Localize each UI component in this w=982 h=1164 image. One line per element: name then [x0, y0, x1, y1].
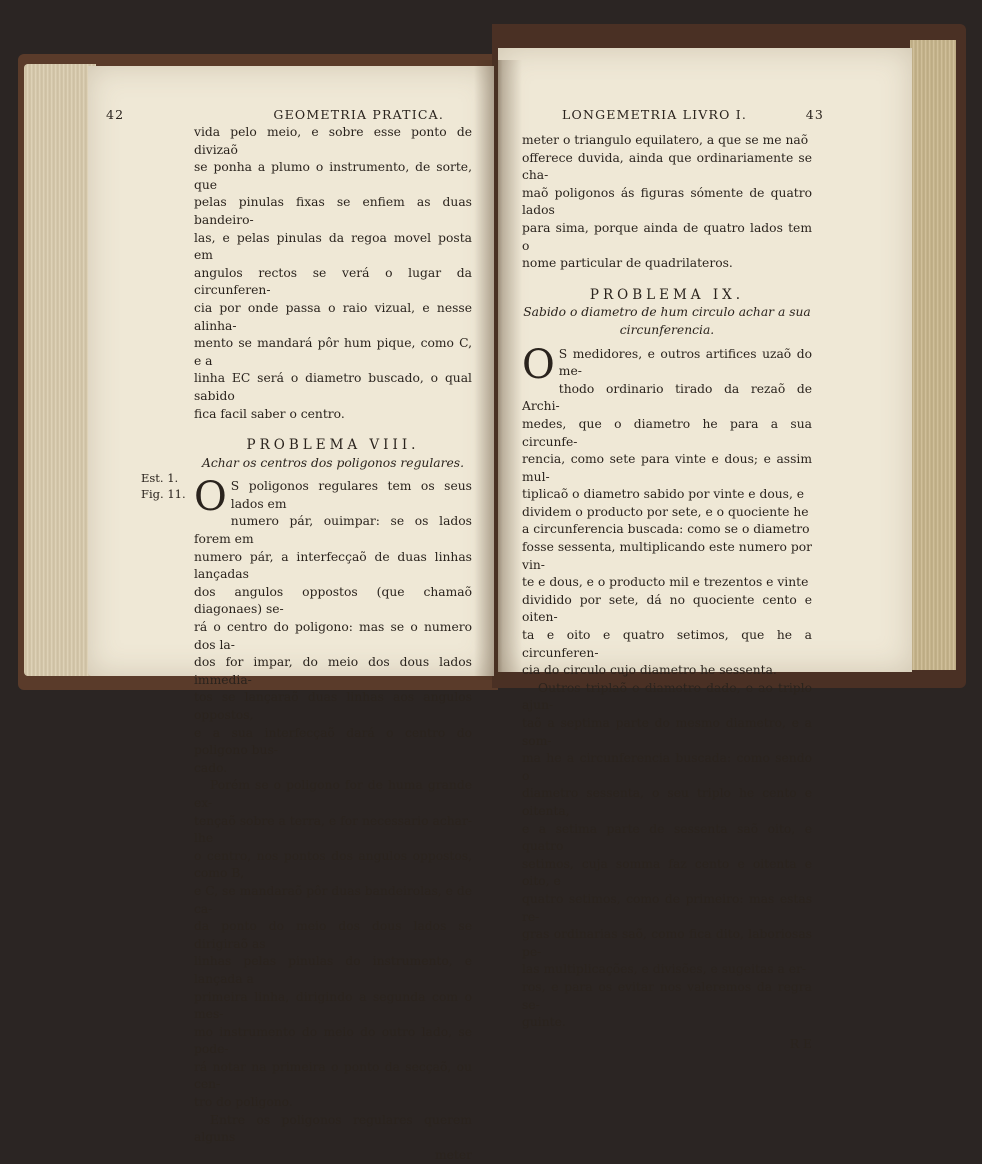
text-line: las, e pelas pinulas da regoa movel posta em	[194, 230, 472, 263]
text-line: setimos, cuja somma faz cento e oitenta e oito, e	[522, 856, 812, 889]
text-line: linha EC será o diametro buscado, o qual sabido	[194, 371, 472, 403]
text-line: linhas pelas pinulas do instrumento, e lançada a	[194, 954, 472, 986]
text-line: cado.	[194, 760, 228, 775]
text-line: rá notar na primeira o ponto da secçaõ, ou cen-	[194, 1059, 472, 1092]
catchword: meter	[434, 1147, 472, 1162]
text-line: para sima, porque ainda de quatro lados tem o	[522, 220, 812, 253]
text-line: ma he a circunferencia buscada: como sendo o	[522, 751, 812, 783]
text-line: quatro setimos, como de primeiro: mas estas re-	[522, 891, 812, 924]
text-line: e a sua interfecçaõ dará o centro do poligono bus-	[194, 725, 472, 758]
text-line: gras ordinarias saõ, como fica dito, laboriosas pe-	[522, 927, 812, 959]
text-line: numero pár, a interfecçaõ de duas linhas lançadas	[194, 549, 472, 582]
text-line: da ponto do meio dos dous lados se dirigiraõ as	[194, 919, 472, 951]
text-line: numero pár, ouimpar: se os lados forem em	[194, 514, 472, 547]
text-line: maõ poligonos ás figuras sómente de quatro lados	[522, 185, 812, 218]
left-running-head	[106, 106, 472, 124]
text-line: se ponha a plumo o instrumento, de sorte, que	[194, 160, 472, 192]
text-line: ros, e para os evitar nos valeremos da regra se-	[522, 979, 812, 1012]
text-line: guinte.	[522, 1015, 566, 1030]
book-gutter	[474, 60, 522, 680]
text-line: offerece duvida, ainda que ordinariamente se cha-	[522, 150, 812, 183]
left-running-title: GEOMETRIA PRATICA.	[273, 107, 444, 122]
right-page-text	[522, 107, 824, 1053]
right-running-head	[562, 106, 824, 124]
text-line: pelas pinulas fixas se enfiem as duas bandeiro-	[194, 195, 472, 227]
text-line: S poligonos regulares tem os seus lados em	[230, 479, 472, 511]
text-line: Porém se o poligono for de huma grande ex-	[194, 778, 472, 810]
right-body	[522, 108, 812, 1053]
text-line: e C, se mandaraõ pôr duas bandeirolas, e de ca-	[194, 883, 472, 916]
left-page-text	[106, 106, 472, 1164]
text-line: o centro, nos pontos dos angulos oppostos, como B,	[194, 848, 472, 881]
problem-subtitle: Achar os centros dos poligonos regulares.	[202, 455, 464, 470]
text-line: rá o centro do poligono: mas se o numero dos la-	[194, 620, 472, 652]
left-page-number: 42	[106, 107, 125, 122]
text-line: meter o triangulo equilatero, a que se me naõ	[522, 133, 809, 147]
text-line: diametro sessenta, o seu triplo he cento e oitenta,	[522, 786, 812, 818]
right-page-edges	[910, 40, 956, 670]
text-line: tro do poligono.	[194, 1095, 293, 1110]
text-line: a circunferencia buscada: como se o diametro	[522, 522, 810, 537]
text-line: S medidores, e outros artifices uzaõ do me-	[558, 346, 812, 379]
problem-title: PROBLEMA IX.	[589, 286, 745, 303]
text-line: ta e oito e quatro setimos, que he a circunferen-	[522, 628, 812, 660]
drop-cap: O	[522, 341, 555, 388]
margin-note-plate: Est. 1.	[141, 471, 179, 485]
problem-body	[194, 474, 472, 1164]
catchword: R E	[789, 1036, 812, 1051]
text-line: angulos rectos se verá o lugar da circunferen-	[194, 265, 472, 298]
text-line: mento se mandará pôr hum pique, como C, e a	[194, 336, 472, 368]
text-line: fica facil saber o centro.	[194, 406, 345, 421]
text-line: dos angulos oppostos (que chamaõ diagonaes) se-	[194, 584, 472, 617]
text-line: fosse sessenta, multiplicando este numero por vin-	[522, 540, 812, 572]
margin-note-figure: Fig. 11.	[141, 487, 186, 501]
text-line: rencia, como sete para vinte e dous; e assim mul-	[522, 452, 812, 484]
left-page-edges	[24, 64, 96, 676]
text-line: dividido por sete, dá no quociente cento e oiten-	[522, 592, 812, 625]
text-line: cia do circulo cujo diametro he sessenta.	[522, 663, 777, 678]
text-line: primeira linha, dirigindo a segunda com o mes-	[194, 989, 472, 1022]
left-intro	[194, 124, 472, 1164]
problem-subtitle-line: circunferencia.	[619, 322, 715, 337]
problem-title: PROBLEMA VIII.	[246, 437, 420, 454]
text-line: e a setima parte de sessenta saõ oito, e quatro	[522, 821, 812, 854]
text-line: tençaõ sobre a terra, e for necessario achar-lhe	[194, 813, 472, 846]
text-line: Outros triplaõ o diametro dado, e ao triplo ajun-	[522, 680, 812, 713]
text-line: Entre os poligonos regulares querem alguns	[194, 1112, 472, 1145]
right-running-title: LONGEMETRIA LIVRO I.	[562, 107, 748, 122]
text-line: thodo ordinario tirado da rezaõ de Archi-	[522, 381, 812, 414]
text-line: medes, que o diametro he para a sua circunfe-	[522, 416, 812, 449]
text-line: taõ a septima parte do mesmo diametro, e a som-	[522, 716, 812, 748]
text-line: dividem o producto por sete, e o quociente he	[522, 504, 809, 519]
drop-cap: O	[194, 474, 227, 521]
text-line: te e dous, e o producto mil e trezentos e vinte	[522, 575, 809, 590]
text-line: vida pelo meio, e sobre esse ponto de divizaõ	[194, 125, 472, 157]
text-line: dos for impar, do meio dos dous lados immedia-	[194, 655, 472, 687]
text-line: tos se lançaraõ duas linhas aos angulos oppostos,	[194, 690, 472, 722]
problem-subtitle-line: Sabido o diametro de hum circulo achar a sua	[523, 305, 811, 320]
right-page-number: 43	[805, 107, 824, 122]
text-line: mo instrumento do meio do outro lado, se pode-	[194, 1024, 472, 1057]
text-line: tiplicaõ o diametro sabido por vinte e dous, e	[522, 487, 805, 502]
text-line: nome particular de quadrilateros.	[522, 256, 733, 271]
text-line: cia por onde passa o raio vizual, e nesse alinha-	[194, 300, 472, 333]
margin-notes	[141, 470, 191, 502]
text-line: las multiplicações, e divisões, e sugeitas a er-	[522, 962, 807, 977]
